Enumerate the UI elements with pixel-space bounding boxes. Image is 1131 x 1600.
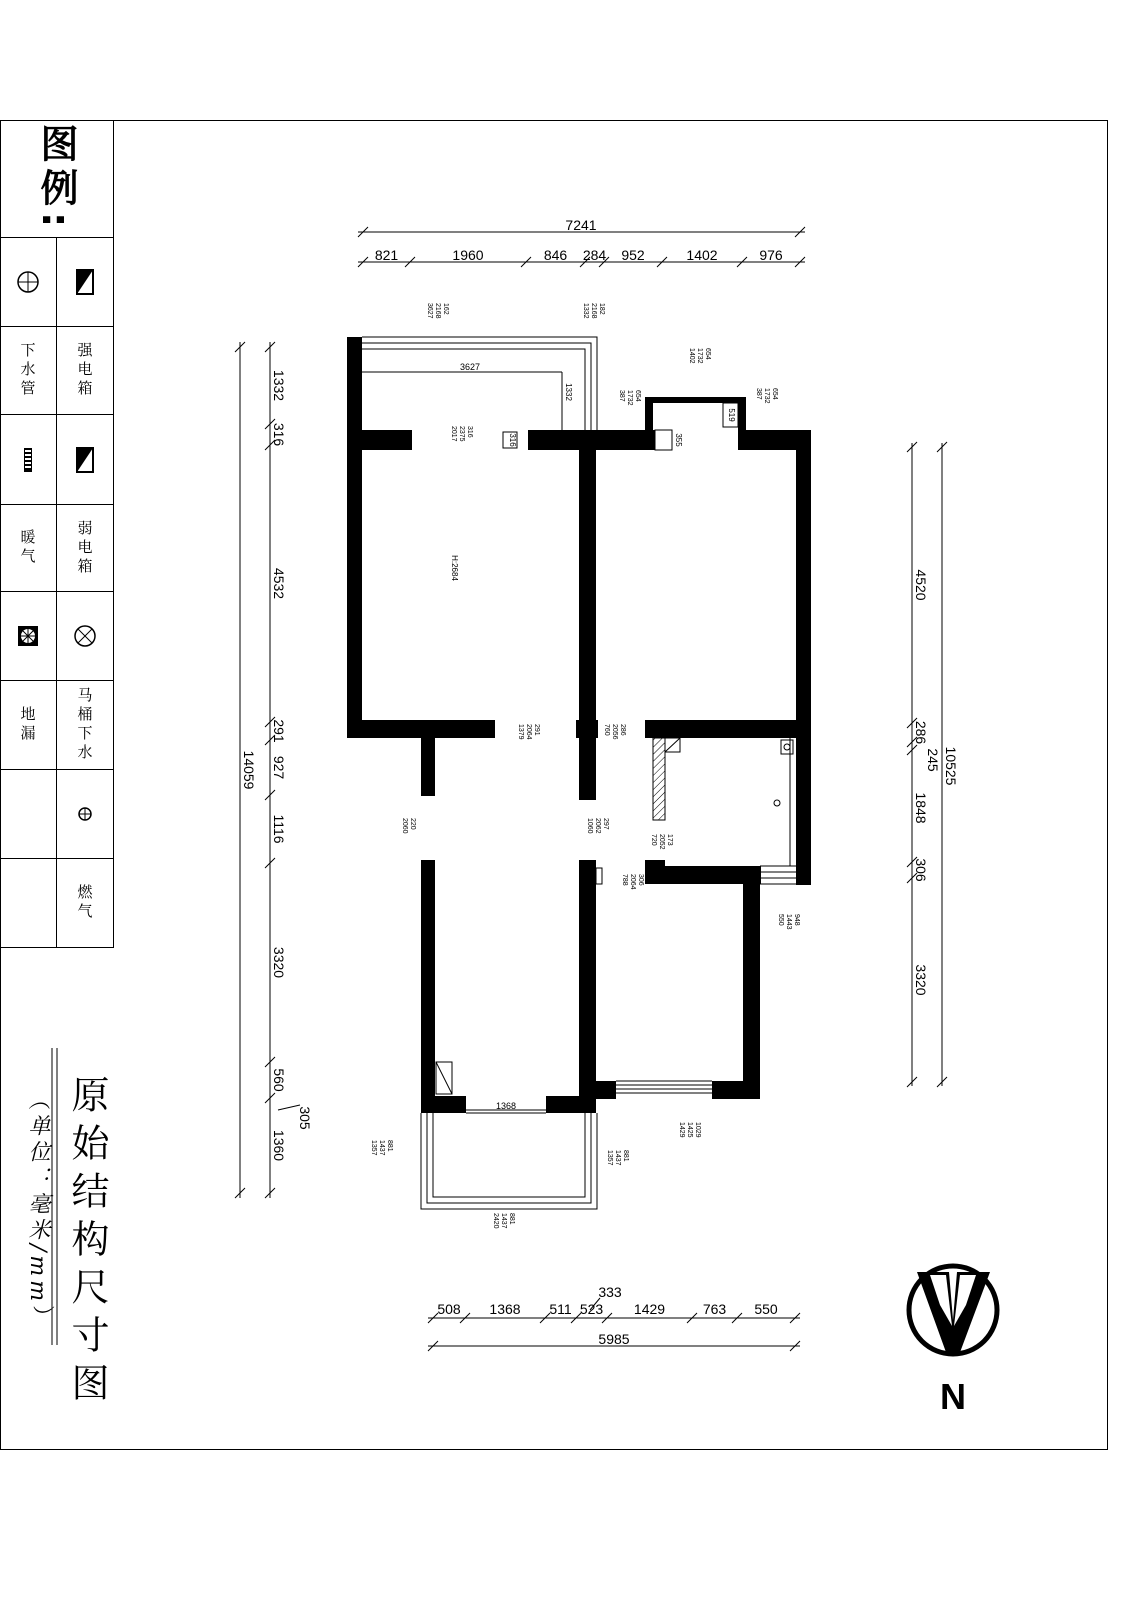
small-label-c: 519 [727,408,736,422]
opening-dimension-label: 220 [409,818,416,830]
left-segment-label: 927 [271,755,287,780]
bottom-total-label: 5985 [598,1331,630,1347]
opening-dimension-label: 1029 [694,1122,701,1138]
balcony-width-label: 3627 [459,362,481,372]
compass [909,1266,997,1355]
left-segment-label: 4532 [271,567,287,600]
bottom-segment-label: 523 [579,1301,604,1317]
opening-dimension-label: 1332 [582,303,589,319]
opening-dimension-label: 881 [622,1150,629,1162]
bottom-offset-label: 333 [598,1284,622,1300]
walls [347,337,811,1113]
opening-dimension-label: 1060 [586,818,593,834]
opening-dimension-label: 2168 [434,303,441,319]
unit-note: （单位：毫米/mm） [25,1088,50,1332]
opening-dimension-label: 1425 [686,1122,693,1138]
top-segment-label: 284 [582,247,607,263]
bottom-segment-label: 1368 [489,1301,521,1317]
south-window [616,1081,712,1093]
bottom-segment-label: 1429 [633,1301,666,1317]
bottom-segment-label: 511 [549,1301,572,1317]
opening-dimension-label: 881 [386,1140,393,1152]
wall-lower-center [579,860,596,1113]
right-segment-label: 245 [925,748,941,772]
legend-label: 强电箱 [75,342,94,399]
opening-dimension-label: 1429 [678,1122,685,1138]
top-segment-label: 976 [759,247,783,263]
compass-north-label: N [940,1376,966,1417]
right-segment-label: 286 [913,720,929,745]
right-segment-label: 4520 [913,569,929,601]
right-segment-label: 1848 [913,792,929,824]
left-offset-label: 305 [297,1106,313,1130]
left-total-label: 14059 [241,750,257,790]
opening-dimension-label: 2060 [401,818,408,834]
opening-dimension-label: 162 [442,303,449,315]
opening-dimension-label: 3627 [426,303,433,319]
opening-dimension-label: 2052 [658,834,665,850]
legend-label: 下水管 [18,342,37,399]
opening-dimension-label: 2420 [492,1213,499,1229]
opening-dimension-label: 1732 [763,388,770,404]
top-segment-label: 1960 [452,247,484,263]
legend-title: 图例: [34,123,78,234]
small-label-a: 316 [508,433,517,447]
opening-dimension-label: 1357 [606,1150,613,1166]
opening-dimension-label: 1437 [378,1140,385,1156]
opening-dimension-label: 1437 [500,1213,507,1229]
legend-label: 马桶下水 [75,687,94,763]
opening-dimension-label: 2017 [450,426,457,442]
opening-dimension-label: 2064 [629,874,636,890]
opening-dimension-label: 1732 [626,390,633,406]
wall-north-left-stub [362,430,412,450]
legend-label: 燃气 [75,884,94,922]
wall-lower-left [421,860,435,1113]
drawing-title: 原始结构尺寸图 [65,1075,109,1411]
opening-dimension-label: 2056 [611,724,618,740]
right-total-label: 10525 [943,746,959,786]
opening-dimension-label: 881 [508,1213,515,1225]
opening-dimension-label: 720 [650,834,657,846]
opening-dimension-label: 948 [793,914,800,926]
opening-dimension-label: 173 [666,834,673,846]
south-balcony-outline [421,1062,597,1209]
opening-dimension-label: 2375 [458,426,465,442]
balcony-depth-label: 1332 [564,383,573,401]
top-segment-label: 821 [374,247,399,263]
opening-dimension-label: 387 [755,388,762,400]
top-segment-label: 1402 [686,247,718,263]
opening-dimension-label: 1357 [370,1140,377,1156]
opening-dimension-label: 182 [598,303,605,315]
bottom-segment-label: 763 [702,1301,727,1317]
right-segment-label: 3320 [913,964,929,996]
opening-dimension-label: 760 [603,724,610,736]
left-segment-label: 3320 [271,946,287,979]
opening-dimension-label: 1379 [517,724,524,740]
wall-mid-right [645,720,797,738]
opening-dimension-label: 654 [704,348,711,360]
opening-dimension-label: 1437 [614,1150,621,1166]
wall-center-vertical [579,430,596,800]
wall-pillar-center [576,720,598,738]
opening-dimension-label: 1443 [785,914,792,930]
opening-dimension-label: 1732 [696,348,703,364]
bottom-window-label: 1368 [495,1101,517,1111]
opening-dimension-label: 286 [619,724,626,736]
wall-east-upper [796,430,811,885]
wall-mid-stub-down [421,720,435,796]
opening-dimension-label: 654 [634,390,641,402]
left-segment-label: 1332 [271,369,287,402]
wall-bath-west-small [645,860,665,884]
bottom-segment-label: 550 [754,1301,778,1317]
opening-dimension-label: 387 [618,390,625,402]
opening-dimension-label: 2064 [525,724,532,740]
legend-label: 弱电箱 [75,519,94,577]
right-segment-label: 306 [913,858,929,882]
opening-dimension-label: 2062 [594,818,601,834]
left-segment-label: 1360 [271,1129,287,1162]
top-total-label: 7241 [565,217,597,233]
legend-label: 地漏 [18,706,37,744]
wall-lower-east [743,866,760,1099]
left-offset-leader [278,1105,300,1110]
left-segment-label: 1116 [271,814,287,844]
opening-dimension-label: 297 [602,818,609,830]
wall-bottom-right2 [712,1081,760,1099]
left-segment-label: 291 [271,719,287,743]
height-label: H:2684 [450,555,459,581]
wall-bottom-left [421,1096,466,1113]
wall-bottom-mid [546,1096,596,1113]
small-label-b: 355 [674,433,683,447]
opening-dimension-label: 306 [637,874,644,886]
legend-label: 暖气 [18,529,37,567]
bath-fixtures [596,738,793,884]
opening-dimension-label: 316 [466,426,473,438]
top-segment-label: 952 [621,247,645,263]
bottom-segment-label: 508 [437,1301,461,1317]
opening-dimension-label: 291 [533,724,540,736]
wall-kitchen-top [645,397,746,403]
opening-dimension-label: 1402 [688,348,695,364]
opening-dimension-label: 2168 [590,303,597,319]
opening-dimension-label: 550 [777,914,784,926]
wall-bottom-right [596,1081,616,1099]
opening-dimension-label: 654 [771,388,778,400]
top-segment-label: 846 [543,247,568,263]
opening-dimension-label: 788 [621,874,628,886]
left-segment-label: 560 [271,1068,287,1092]
wall-balcony-west [347,337,362,737]
left-segment-label: 316 [271,422,287,447]
